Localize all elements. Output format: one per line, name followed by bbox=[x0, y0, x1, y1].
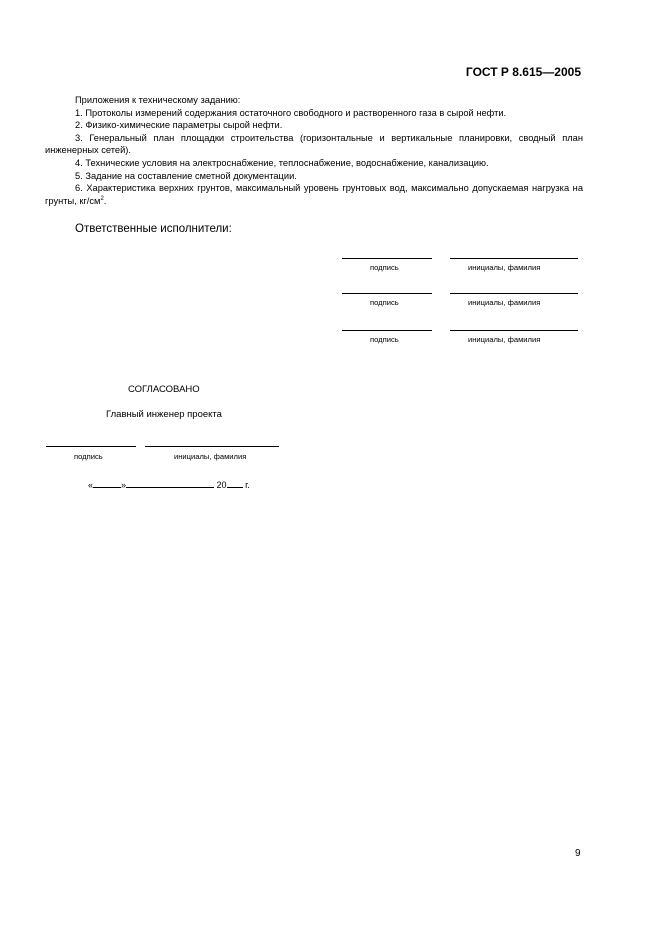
appendix-list bbox=[45, 94, 583, 207]
signature-line[interactable] bbox=[342, 330, 432, 331]
date-year-blank[interactable] bbox=[227, 479, 243, 488]
page-number: 9 bbox=[575, 848, 581, 859]
name-line[interactable] bbox=[450, 258, 578, 259]
signature-caption: подпись bbox=[370, 335, 399, 344]
date-day-blank[interactable] bbox=[93, 479, 121, 488]
date-year-suffix: г. bbox=[245, 480, 250, 490]
signature-line[interactable] bbox=[342, 258, 432, 259]
name-line[interactable] bbox=[450, 293, 578, 294]
date-open-quote: « bbox=[88, 480, 94, 490]
signature-block bbox=[342, 293, 582, 313]
approval-name-caption: инициалы, фамилия bbox=[174, 452, 247, 461]
appendix-item-6-end: . bbox=[103, 195, 107, 206]
approval-date bbox=[88, 479, 250, 490]
name-caption: инициалы, фамилия bbox=[468, 263, 541, 272]
date-year-prefix: 20 bbox=[216, 480, 227, 490]
approval-name-line[interactable] bbox=[145, 446, 279, 447]
appendix-intro: Приложения к техническому заданию: bbox=[75, 95, 241, 105]
appendix-item-6 bbox=[45, 182, 583, 207]
name-caption: инициалы, фамилия bbox=[468, 335, 541, 344]
approval-title: СОГЛАСОВАНО bbox=[128, 384, 200, 395]
signature-block bbox=[342, 258, 582, 278]
appendix-item: 2. Физико-химические параметры сырой нефти. bbox=[75, 120, 283, 131]
appendix-item: 3. Генеральный план площадки строительства (горизонтальные и вертикальные планировки, сводный план инженерных сетей). bbox=[45, 132, 583, 156]
appendix-item-6-text: 6. Характеристика верхних грунтов, максимальный уровень грунтовых вод, максимально допускаемая нагрузка на грунты, кг/см bbox=[45, 183, 583, 206]
appendix-item: 1. Протоколы измерений содержания остаточного свободного и растворенного газа в сырой нефти. bbox=[75, 107, 507, 118]
name-line[interactable] bbox=[450, 330, 578, 331]
signature-line[interactable] bbox=[342, 293, 432, 294]
responsible-title: Ответственные исполнители: bbox=[75, 223, 232, 235]
standard-code: ГОСТ Р 8.615—2005 bbox=[465, 65, 581, 79]
approval-position: Главный инженер проекта bbox=[106, 409, 222, 420]
approval-signature-line[interactable] bbox=[46, 446, 136, 447]
date-month-blank[interactable] bbox=[126, 479, 214, 488]
date-close-quote: » bbox=[121, 480, 127, 490]
appendix-item: 4. Технические условия на электроснабжение, теплоснабжение, водоснабжение, канализацию. bbox=[75, 157, 489, 168]
signature-caption: подпись bbox=[370, 298, 399, 307]
approval-signature-caption: подпись bbox=[74, 452, 103, 461]
appendix-item: 5. Задание на составление сметной документации. bbox=[75, 170, 297, 181]
signature-caption: подпись bbox=[370, 263, 399, 272]
name-caption: инициалы, фамилия bbox=[468, 298, 541, 307]
unit-superscript: 2 bbox=[100, 195, 104, 202]
signature-block bbox=[342, 330, 582, 350]
